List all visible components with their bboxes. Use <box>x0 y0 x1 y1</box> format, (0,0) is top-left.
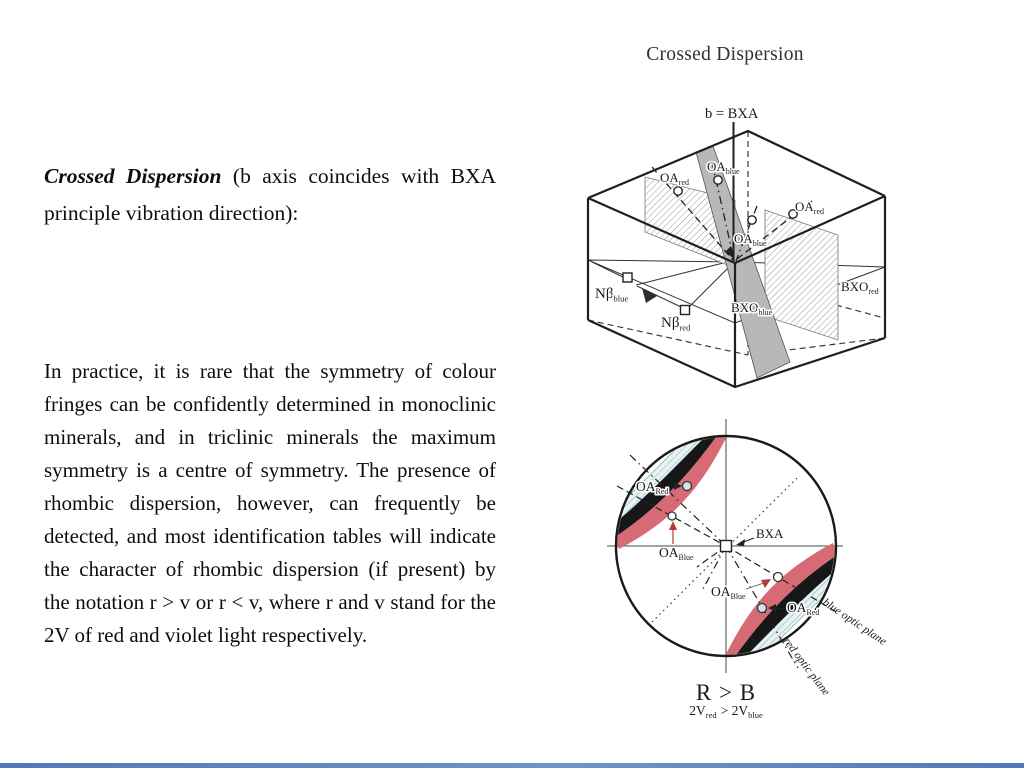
heading-bold-text: Crossed Dispersion <box>44 164 222 188</box>
bottom-accent-bar <box>0 763 1024 768</box>
oa-blue-lr-label: $OA_{Blue}$ <box>711 584 746 601</box>
oa-blue-lr-leader <box>746 583 764 589</box>
black-band-upper-left <box>612 431 719 537</box>
blue-optic-plane-label: blue optic plane <box>820 596 889 648</box>
caption-main: R > B <box>695 680 757 705</box>
bxa-label: BXA <box>756 526 784 541</box>
oa-red-marker-left <box>674 187 682 195</box>
section-heading <box>44 158 496 232</box>
b-axis-label: b = BXA <box>705 106 759 122</box>
oa-blue-label-top: $OA_{blue}$ <box>707 159 740 176</box>
oa-red-lr-marker <box>758 604 767 613</box>
body-paragraph: In practice, it is rare that the symmetry of colour fringes can be confidently determined in monoclinic minerals, and in triclinic minerals the maximum symmetry is a centre of symmetry. The presence of rhombic dispersion, however, can frequently be detected, and most identification tables will indicate the character of rhombic dispersion (if present) by the notation r > v or r < v, where r and v stand for the 2V of red and violet light respectively. <box>44 359 496 647</box>
oa-blue-ul-marker <box>668 512 676 520</box>
figure-stereonet <box>590 408 925 743</box>
oa-red-label-left: $OA_{red}$ <box>660 170 689 187</box>
bxo-red-label: $BXO_{red}$ <box>841 279 879 296</box>
figure-title: Crossed Dispersion <box>646 44 804 65</box>
oa-red-ul-marker <box>683 482 692 491</box>
oa-blue-marker-top <box>714 176 722 184</box>
oa-blue-lr-marker <box>774 573 783 582</box>
oa-red-label-right: $OA_{red}$ <box>795 199 824 216</box>
bxo-blue-label: $BXO_{blue}$ <box>731 300 773 317</box>
red-optic-plane-label: red optic plane <box>780 635 832 699</box>
oa-red-lr-label: $OA_{Red}$ <box>787 600 820 617</box>
heading-rest-text: (b axis coincides with BXA principle vibration direction): <box>44 164 496 225</box>
oa-red-ul-label: $OA_{Red}$ <box>636 479 669 496</box>
nbeta-blue-label: $N\beta_{blue}$ <box>595 286 629 304</box>
nbeta-red-label: $N\beta_{red}$ <box>661 315 691 333</box>
nbeta-blue-marker <box>623 273 632 282</box>
oa-blue-label-mid: $OA_{blue}$ <box>734 231 767 248</box>
oa-blue-marker-mid <box>748 216 756 224</box>
bxa-arrowhead <box>736 539 745 546</box>
angle-wedge <box>642 288 657 303</box>
bxa-marker <box>721 541 732 552</box>
oa-blue-ul-label: $OA_{Blue}$ <box>659 545 694 562</box>
caption-sub: $2V_{red} > 2V_{blue}$ <box>689 703 763 720</box>
nbeta-red-marker <box>681 306 690 315</box>
figure-crystal-block <box>575 95 925 400</box>
oa-blue-ul-arrowhead <box>669 521 677 530</box>
